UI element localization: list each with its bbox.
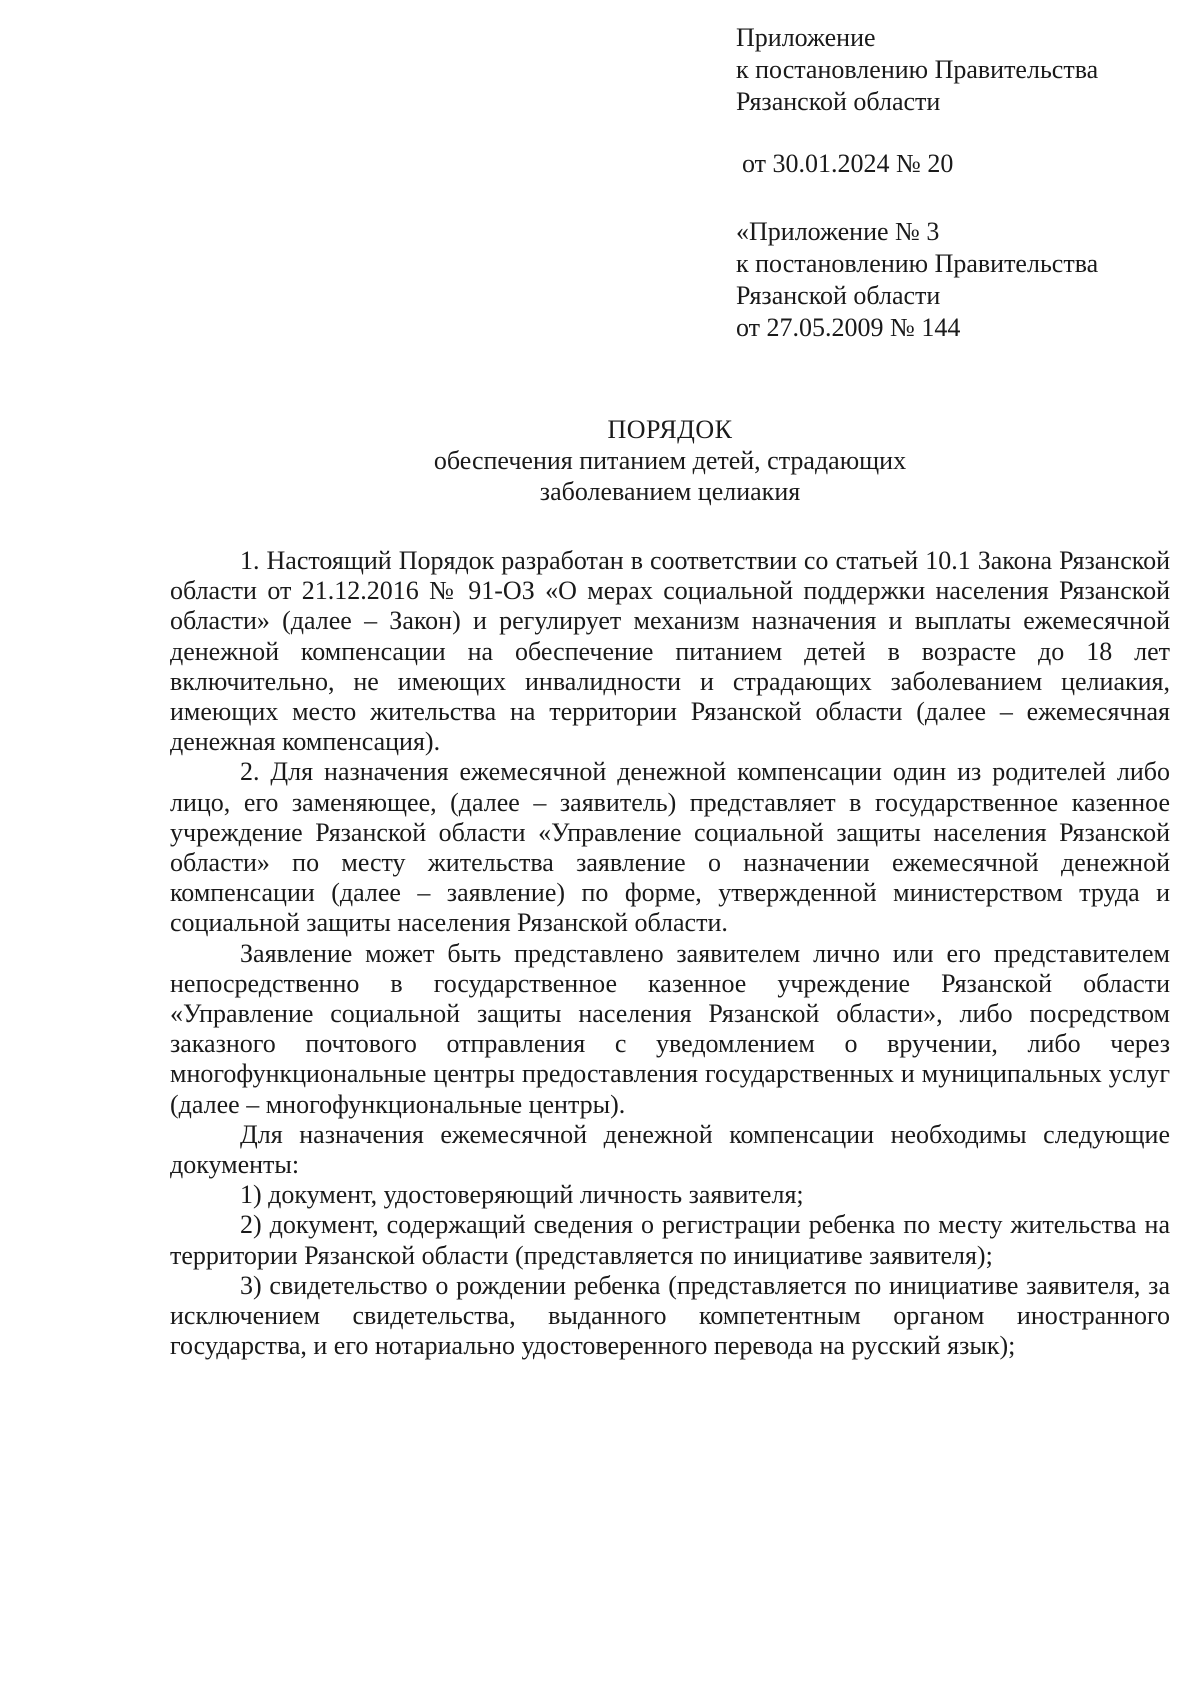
title-subtitle: заболеванием целиакия — [539, 477, 801, 506]
appendix-line: Рязанской области — [736, 87, 941, 116]
title-subtitle: обеспечения питанием детей, страдающих — [433, 446, 907, 475]
appendix-line: от 27.05.2009 № 144 — [736, 313, 961, 342]
appendix-date-line: от 30.01.2024 № 20 — [742, 149, 954, 178]
appendix-line: к постановлению Правительства — [736, 55, 1099, 84]
appendix-line: к постановлению Правительства — [736, 249, 1099, 278]
paragraph: 1. Настоящий Порядок разработан в соответствии со статьей 10.1 Закона Рязанской области от 21.12.2016 № 91-ОЗ «О мерах социальной поддержки населения Рязанской области» (далее – Закон) и регулирует механизм назначения и выплаты ежемесячной денежной компенсации на обеспечение питанием детей в возрасте до 18 лет включительно, не имеющих инвалидности и страдающих заболеванием целиакия, имеющих место жительства на территории Рязанской области (далее – ежемесячная денежная компенсация). — [170, 546, 1170, 757]
title-heading: ПОРЯДОК — [607, 415, 733, 444]
appendix-date — [742, 148, 1182, 180]
appendix-line: Приложение — [736, 23, 876, 52]
document-body — [170, 546, 1170, 1361]
list-item: 1) документ, удостоверяющий личность заявителя; — [240, 1180, 804, 1210]
list-item: 2) документ, содержащий сведения о регистрации ребенка по месту жительства на территории Рязанской области (представляется по инициативе заявителя); — [170, 1210, 1170, 1270]
appendix-line: Рязанской области — [736, 281, 941, 310]
appendix-line: «Приложение № 3 — [736, 217, 940, 246]
list-item: 3) свидетельство о рождении ребенка (представляется по инициативе заявителя, за исключением свидетельства, выданного компетентным органом иностранного государства, и его нотариально удостоверенного перевода на русский язык); — [170, 1270, 1170, 1361]
original-appendix-header — [736, 216, 1176, 344]
appendix-header — [736, 22, 1176, 118]
paragraph: Заявление может быть представлено заявителем лично или его представителем непосредственно в государственное казенное учреждение Рязанской области «Управление социальной защиты населения Рязанской области», либо посредством заказного почтового отправления с уведомлением о вручении, либо через многофункциональные центры предоставления государственных и муниципальных услуг (далее – многофункциональные центры). — [170, 938, 1170, 1119]
document-title — [170, 414, 1170, 507]
paragraph: 2. Для назначения ежемесячной денежной компенсации один из родителей либо лицо, его заменяющее, (далее – заявитель) представляет в государственное казенное учреждение Рязанской области «Управление социальной защиты населения Рязанской области» по месту жительства заявление о назначении ежемесячной денежной компенсации (далее – заявление) по форме, утвержденной министерством труда и социальной защиты населения Рязанской области. — [170, 757, 1170, 938]
paragraph: Для назначения ежемесячной денежной компенсации необходимы следующие документы: — [170, 1119, 1170, 1180]
